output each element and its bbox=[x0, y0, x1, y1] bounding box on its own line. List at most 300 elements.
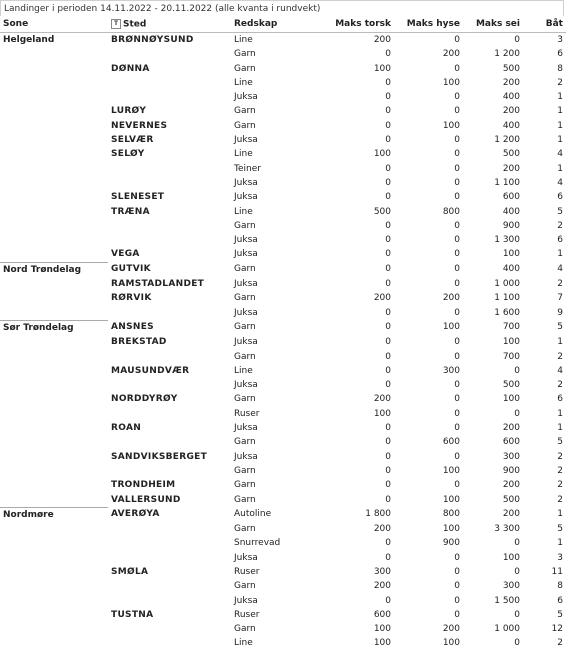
cell-bat: 2 bbox=[557, 494, 563, 505]
cell-sted: SELØY bbox=[111, 149, 145, 160]
cell-hyse: 0 bbox=[454, 394, 460, 405]
cell-torsk: 100 bbox=[373, 624, 391, 635]
cell-hyse: 0 bbox=[454, 106, 460, 117]
cell-redskap: Ruser bbox=[234, 566, 260, 577]
cell-bat: 6 bbox=[557, 235, 563, 246]
table-row[interactable] bbox=[0, 594, 566, 608]
cell-sei: 900 bbox=[502, 220, 520, 231]
table-row[interactable] bbox=[0, 608, 566, 622]
cell-bat: 1 bbox=[557, 120, 563, 131]
cell-bat: 2 bbox=[557, 77, 563, 88]
cell-sted: TUSTNA bbox=[111, 609, 154, 620]
cell-torsk: 0 bbox=[385, 380, 391, 391]
cell-sted bbox=[108, 594, 231, 608]
cell-hyse: 0 bbox=[454, 135, 460, 146]
cell-sted: BREKSTAD bbox=[111, 337, 167, 348]
table-row[interactable] bbox=[0, 407, 566, 421]
cell-torsk: 100 bbox=[373, 149, 391, 160]
cell-hyse: 0 bbox=[454, 177, 460, 188]
cell-bat: 2 bbox=[557, 480, 563, 491]
cell-sei: 1 200 bbox=[494, 49, 520, 60]
cell-sted: SMØLA bbox=[111, 566, 149, 577]
cell-sei: 100 bbox=[502, 394, 520, 405]
cell-sone bbox=[0, 233, 108, 247]
filter-icon[interactable]: T bbox=[111, 19, 121, 29]
cell-sted bbox=[108, 47, 231, 61]
cell-sei: 0 bbox=[514, 35, 520, 45]
table-row[interactable] bbox=[0, 636, 566, 650]
cell-sted: SANDVIKSBERGET bbox=[111, 451, 208, 462]
cell-hyse: 100 bbox=[442, 494, 460, 505]
cell-sei: 200 bbox=[502, 423, 520, 434]
cell-sted: BRØNNØYSUND bbox=[111, 35, 194, 45]
report-title: Landinger i perioden 14.11.2022 - 20.11.2022 (alle kvanta i rundvekt) bbox=[0, 0, 564, 16]
table-row[interactable] bbox=[0, 464, 566, 478]
cell-sone bbox=[0, 190, 108, 204]
cell-sone bbox=[0, 364, 108, 378]
cell-sone bbox=[0, 104, 108, 118]
cell-redskap: Garn bbox=[234, 581, 256, 592]
cell-redskap: Garn bbox=[234, 524, 256, 535]
table-row[interactable] bbox=[0, 219, 566, 233]
cell-torsk: 0 bbox=[385, 451, 391, 462]
cell-torsk: 100 bbox=[373, 408, 391, 419]
cell-sei: 0 bbox=[514, 638, 520, 649]
cell-sone: Nord Trøndelag bbox=[0, 262, 108, 277]
table-row[interactable] bbox=[0, 205, 566, 219]
cell-hyse: 200 bbox=[442, 624, 460, 635]
table-row[interactable] bbox=[0, 551, 566, 565]
cell-torsk: 0 bbox=[385, 77, 391, 88]
cell-bat: 2 bbox=[557, 465, 563, 476]
cell-redskap: Juksa bbox=[234, 337, 258, 348]
table-row[interactable] bbox=[0, 262, 566, 277]
cell-redskap: Juksa bbox=[234, 552, 258, 563]
cell-sted bbox=[108, 76, 231, 90]
cell-redskap: Teiner bbox=[234, 163, 261, 174]
table-row[interactable] bbox=[0, 421, 566, 435]
cell-sted: MAUSUNDVÆR bbox=[111, 365, 190, 376]
cell-hyse: 0 bbox=[454, 220, 460, 231]
cell-sted bbox=[108, 551, 231, 565]
cell-hyse: 0 bbox=[454, 307, 460, 318]
table-row[interactable] bbox=[0, 378, 566, 392]
table-row[interactable] bbox=[0, 76, 566, 90]
cell-bat: 2 bbox=[557, 220, 563, 231]
cell-hyse: 0 bbox=[454, 451, 460, 462]
cell-sted bbox=[108, 636, 231, 650]
cell-sone bbox=[0, 407, 108, 421]
cell-redskap: Ruser bbox=[234, 609, 260, 620]
cell-sted bbox=[108, 306, 231, 321]
cell-hyse: 600 bbox=[442, 437, 460, 448]
cell-sted bbox=[108, 536, 231, 550]
cell-bat: 7 bbox=[557, 293, 563, 304]
cell-bat: 1 bbox=[557, 337, 563, 348]
cell-bat: 5 bbox=[557, 206, 563, 217]
cell-sone bbox=[0, 536, 108, 550]
cell-bat: 1 bbox=[557, 538, 563, 549]
cell-redskap: Juksa bbox=[234, 249, 258, 260]
cell-bat: 1 bbox=[557, 135, 563, 146]
cell-sei: 300 bbox=[502, 451, 520, 462]
cell-sted bbox=[108, 622, 231, 636]
col-header-torsk[interactable]: Maks torsk bbox=[331, 16, 394, 33]
cell-sei: 200 bbox=[502, 163, 520, 174]
cell-sted: GUTVIK bbox=[111, 264, 151, 275]
cell-torsk: 0 bbox=[385, 595, 391, 606]
cell-hyse: 0 bbox=[454, 351, 460, 362]
table-row[interactable] bbox=[0, 306, 566, 321]
cell-bat: 9 bbox=[557, 307, 563, 318]
table-row[interactable] bbox=[0, 33, 566, 48]
cell-bat: 4 bbox=[557, 365, 563, 376]
cell-redskap: Juksa bbox=[234, 92, 258, 103]
table-row[interactable] bbox=[0, 622, 566, 636]
cell-torsk: 0 bbox=[385, 92, 391, 103]
table-row[interactable] bbox=[0, 104, 566, 118]
cell-sted: VEGA bbox=[111, 249, 140, 260]
cell-sei: 3 300 bbox=[494, 524, 520, 535]
cell-torsk: 300 bbox=[373, 566, 391, 577]
cell-hyse: 0 bbox=[454, 552, 460, 563]
cell-sted bbox=[108, 464, 231, 478]
cell-torsk: 0 bbox=[385, 249, 391, 260]
cell-sted: TRÆNA bbox=[111, 206, 150, 217]
cell-redskap: Garn bbox=[234, 624, 256, 635]
cell-sone bbox=[0, 421, 108, 435]
cell-torsk: 600 bbox=[373, 609, 391, 620]
cell-hyse: 0 bbox=[454, 149, 460, 160]
cell-bat: 5 bbox=[557, 524, 563, 535]
cell-sted: AVERØYA bbox=[111, 509, 160, 520]
cell-bat: 4 bbox=[557, 264, 563, 275]
cell-torsk: 0 bbox=[385, 279, 391, 290]
cell-sei: 500 bbox=[502, 380, 520, 391]
cell-sone bbox=[0, 119, 108, 133]
cell-sei: 200 bbox=[502, 77, 520, 88]
table-row[interactable] bbox=[0, 579, 566, 593]
table-row[interactable] bbox=[0, 233, 566, 247]
table-row[interactable] bbox=[0, 536, 566, 550]
cell-hyse: 0 bbox=[454, 408, 460, 419]
cell-torsk: 0 bbox=[385, 163, 391, 174]
cell-bat: 1 bbox=[557, 408, 563, 419]
table-row[interactable] bbox=[0, 190, 566, 204]
cell-sted bbox=[108, 233, 231, 247]
cell-sone bbox=[0, 551, 108, 565]
col-header-bat[interactable]: Båt bbox=[523, 16, 566, 33]
cell-bat: 6 bbox=[557, 394, 563, 405]
cell-sei: 1 200 bbox=[494, 135, 520, 146]
cell-bat: 3 bbox=[557, 552, 563, 563]
cell-sei: 0 bbox=[514, 566, 520, 577]
cell-sted: SELVÆR bbox=[111, 135, 154, 146]
cell-redskap: Juksa bbox=[234, 135, 258, 146]
cell-hyse: 0 bbox=[454, 581, 460, 592]
cell-redskap: Line bbox=[234, 206, 253, 217]
cell-torsk: 100 bbox=[373, 638, 391, 649]
cell-redskap: Garn bbox=[234, 480, 256, 491]
cell-sone: Sør Trøndelag bbox=[0, 320, 108, 335]
cell-sone bbox=[0, 522, 108, 536]
cell-sted bbox=[108, 579, 231, 593]
cell-sone bbox=[0, 176, 108, 190]
cell-torsk: 0 bbox=[385, 120, 391, 131]
table-row[interactable] bbox=[0, 493, 566, 508]
cell-hyse: 0 bbox=[454, 235, 460, 246]
cell-bat: 1 bbox=[557, 423, 563, 434]
cell-bat: 2 bbox=[557, 380, 563, 391]
cell-sone bbox=[0, 76, 108, 90]
cell-sone bbox=[0, 277, 108, 291]
table-row[interactable] bbox=[0, 522, 566, 536]
table-row[interactable] bbox=[0, 90, 566, 104]
cell-bat: 4 bbox=[557, 149, 563, 160]
cell-torsk: 0 bbox=[385, 552, 391, 563]
cell-sei: 700 bbox=[502, 351, 520, 362]
table-row[interactable] bbox=[0, 435, 566, 449]
cell-sone bbox=[0, 219, 108, 233]
cell-sone bbox=[0, 291, 108, 305]
col-header-hyse[interactable]: Maks hyse bbox=[394, 16, 463, 33]
cell-sei: 200 bbox=[502, 106, 520, 117]
cell-sone bbox=[0, 636, 108, 650]
cell-hyse: 0 bbox=[454, 163, 460, 174]
cell-sone bbox=[0, 47, 108, 61]
cell-sted: ROAN bbox=[111, 423, 142, 434]
col-header-sted[interactable] bbox=[108, 16, 231, 33]
cell-sei: 500 bbox=[502, 494, 520, 505]
cell-torsk: 0 bbox=[385, 177, 391, 188]
cell-sone bbox=[0, 147, 108, 161]
cell-sei: 400 bbox=[502, 206, 520, 217]
table-row[interactable] bbox=[0, 176, 566, 190]
table-row[interactable] bbox=[0, 47, 566, 61]
cell-hyse: 200 bbox=[442, 293, 460, 304]
cell-torsk: 0 bbox=[385, 480, 391, 491]
cell-torsk: 0 bbox=[385, 437, 391, 448]
cell-hyse: 100 bbox=[442, 638, 460, 649]
col-header-redskap[interactable]: Redskap bbox=[231, 16, 331, 33]
cell-redskap: Juksa bbox=[234, 192, 258, 203]
cell-bat: 6 bbox=[557, 595, 563, 606]
cell-sei: 1 000 bbox=[494, 279, 520, 290]
cell-torsk: 0 bbox=[385, 106, 391, 117]
cell-sted: RØRVIK bbox=[111, 293, 152, 304]
cell-redskap: Juksa bbox=[234, 380, 258, 391]
cell-redskap: Line bbox=[234, 77, 253, 88]
table-row[interactable] bbox=[0, 162, 566, 176]
col-header-sted-label: Sted bbox=[123, 19, 147, 30]
cell-sted: NEVERNES bbox=[111, 120, 168, 131]
cell-torsk: 0 bbox=[385, 135, 391, 146]
cell-hyse: 0 bbox=[454, 35, 460, 45]
cell-torsk: 0 bbox=[385, 322, 391, 333]
cell-bat: 11 bbox=[551, 566, 563, 577]
cell-sted bbox=[108, 522, 231, 536]
cell-hyse: 800 bbox=[442, 509, 460, 520]
cell-sted bbox=[108, 350, 231, 364]
cell-torsk: 0 bbox=[385, 235, 391, 246]
cell-bat: 6 bbox=[557, 192, 563, 203]
cell-redskap: Line bbox=[234, 35, 253, 45]
cell-bat: 5 bbox=[557, 322, 563, 333]
cell-sted bbox=[108, 90, 231, 104]
cell-torsk: 0 bbox=[385, 538, 391, 549]
cell-torsk: 0 bbox=[385, 264, 391, 275]
cell-sone bbox=[0, 350, 108, 364]
table-row[interactable] bbox=[0, 133, 566, 147]
cell-sone bbox=[0, 162, 108, 176]
cell-sei: 1 000 bbox=[494, 624, 520, 635]
cell-torsk: 1 800 bbox=[365, 509, 391, 520]
table-row[interactable] bbox=[0, 507, 566, 522]
cell-redskap: Garn bbox=[234, 120, 256, 131]
cell-torsk: 100 bbox=[373, 63, 391, 74]
header-row bbox=[0, 16, 566, 33]
cell-hyse: 0 bbox=[454, 423, 460, 434]
cell-hyse: 0 bbox=[454, 279, 460, 290]
cell-redskap: Line bbox=[234, 149, 253, 160]
cell-bat: 2 bbox=[557, 638, 563, 649]
cell-torsk: 200 bbox=[373, 524, 391, 535]
cell-torsk: 0 bbox=[385, 192, 391, 203]
cell-bat: 5 bbox=[557, 437, 563, 448]
cell-torsk: 0 bbox=[385, 337, 391, 348]
cell-redskap: Garn bbox=[234, 220, 256, 231]
cell-sei: 700 bbox=[502, 322, 520, 333]
cell-bat: 2 bbox=[557, 279, 563, 290]
cell-redskap: Garn bbox=[234, 264, 256, 275]
cell-torsk: 200 bbox=[373, 581, 391, 592]
table-row[interactable] bbox=[0, 247, 566, 262]
cell-redskap: Garn bbox=[234, 494, 256, 505]
cell-sei: 100 bbox=[502, 249, 520, 260]
cell-sei: 200 bbox=[502, 509, 520, 520]
table-row[interactable] bbox=[0, 364, 566, 378]
col-header-sei[interactable]: Maks sei bbox=[463, 16, 523, 33]
cell-hyse: 900 bbox=[442, 538, 460, 549]
table-row[interactable] bbox=[0, 392, 566, 406]
cell-sei: 0 bbox=[514, 609, 520, 620]
cell-sei: 500 bbox=[502, 63, 520, 74]
cell-sone bbox=[0, 622, 108, 636]
cell-torsk: 200 bbox=[373, 293, 391, 304]
cell-sone bbox=[0, 565, 108, 579]
cell-sone bbox=[0, 378, 108, 392]
cell-sted: DØNNA bbox=[111, 63, 150, 74]
cell-redskap: Ruser bbox=[234, 408, 260, 419]
cell-redskap: Juksa bbox=[234, 595, 258, 606]
cell-bat: 3 bbox=[557, 35, 563, 45]
cell-torsk: 0 bbox=[385, 423, 391, 434]
table-row[interactable] bbox=[0, 62, 566, 76]
cell-sted: NORDDYRØY bbox=[111, 394, 178, 405]
cell-sone bbox=[0, 478, 108, 492]
cell-sone bbox=[0, 392, 108, 406]
cell-redskap: Garn bbox=[234, 49, 256, 60]
cell-redskap: Snurrevad bbox=[234, 538, 281, 549]
cell-sone bbox=[0, 435, 108, 449]
table-row[interactable] bbox=[0, 350, 566, 364]
cell-sted: SLENESET bbox=[111, 192, 165, 203]
cell-torsk: 0 bbox=[385, 49, 391, 60]
cell-sei: 100 bbox=[502, 552, 520, 563]
cell-sei: 1 600 bbox=[494, 307, 520, 318]
table-row[interactable] bbox=[0, 147, 566, 161]
cell-sone bbox=[0, 450, 108, 464]
table-row[interactable] bbox=[0, 320, 566, 335]
cell-redskap: Line bbox=[234, 365, 253, 376]
cell-sei: 1 100 bbox=[494, 177, 520, 188]
cell-bat: 1 bbox=[557, 106, 563, 117]
cell-redskap: Garn bbox=[234, 351, 256, 362]
cell-sone bbox=[0, 579, 108, 593]
cell-sei: 400 bbox=[502, 264, 520, 275]
cell-hyse: 100 bbox=[442, 120, 460, 131]
col-header-sone[interactable]: Sone bbox=[0, 16, 108, 33]
cell-sei: 400 bbox=[502, 120, 520, 131]
cell-sei: 0 bbox=[514, 538, 520, 549]
cell-sei: 400 bbox=[502, 92, 520, 103]
table-row[interactable] bbox=[0, 291, 566, 305]
cell-bat: 8 bbox=[557, 63, 563, 74]
cell-sone: Helgeland bbox=[0, 33, 108, 48]
cell-redskap: Garn bbox=[234, 106, 256, 117]
table-row[interactable] bbox=[0, 335, 566, 349]
cell-bat: 2 bbox=[557, 451, 563, 462]
cell-sone bbox=[0, 90, 108, 104]
cell-sone bbox=[0, 493, 108, 508]
cell-sei: 200 bbox=[502, 480, 520, 491]
cell-sone bbox=[0, 594, 108, 608]
cell-sted bbox=[108, 162, 231, 176]
cell-torsk: 0 bbox=[385, 220, 391, 231]
cell-hyse: 0 bbox=[454, 480, 460, 491]
cell-hyse: 0 bbox=[454, 337, 460, 348]
cell-sei: 300 bbox=[502, 581, 520, 592]
cell-hyse: 0 bbox=[454, 595, 460, 606]
cell-redskap: Garn bbox=[234, 437, 256, 448]
cell-sei: 900 bbox=[502, 465, 520, 476]
table-row[interactable] bbox=[0, 478, 566, 492]
cell-sone bbox=[0, 62, 108, 76]
table-row[interactable] bbox=[0, 450, 566, 464]
cell-redskap: Garn bbox=[234, 322, 256, 333]
cell-torsk: 0 bbox=[385, 307, 391, 318]
cell-sone bbox=[0, 464, 108, 478]
cell-redskap: Garn bbox=[234, 63, 256, 74]
table-row[interactable] bbox=[0, 277, 566, 291]
cell-sei: 1 300 bbox=[494, 235, 520, 246]
cell-sted bbox=[108, 219, 231, 233]
cell-redskap: Juksa bbox=[234, 423, 258, 434]
cell-sted bbox=[108, 435, 231, 449]
cell-torsk: 0 bbox=[385, 494, 391, 505]
cell-bat: 1 bbox=[557, 163, 563, 174]
cell-hyse: 0 bbox=[454, 249, 460, 260]
cell-redskap: Juksa bbox=[234, 451, 258, 462]
cell-bat: 2 bbox=[557, 351, 563, 362]
cell-sone bbox=[0, 306, 108, 321]
cell-sted: ANSNES bbox=[111, 322, 154, 333]
cell-sone bbox=[0, 133, 108, 147]
cell-redskap: Juksa bbox=[234, 307, 258, 318]
table-row[interactable] bbox=[0, 565, 566, 579]
cell-sted: LURØY bbox=[111, 106, 147, 117]
table-row[interactable] bbox=[0, 119, 566, 133]
